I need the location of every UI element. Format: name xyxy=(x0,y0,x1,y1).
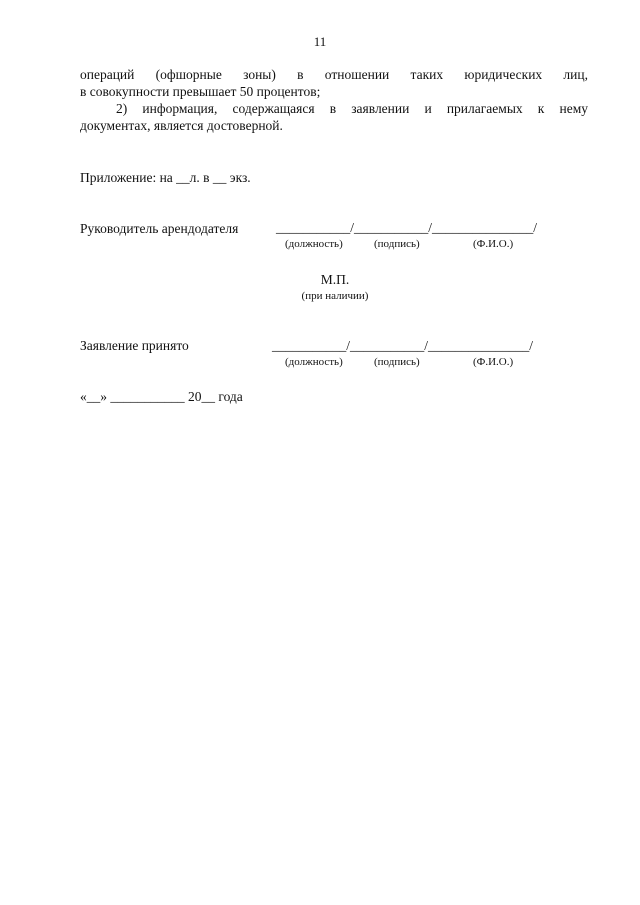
accepted-position-caption: (должность) xyxy=(285,356,343,368)
paragraph-line: в совокупности превышает 50 процентов; xyxy=(80,84,321,99)
paragraph-line: 2) информация, содержащаяся в заявлении и прилагаемых к нему xyxy=(116,101,588,116)
accepted-signature-line: ___________/___________/_______________/ xyxy=(272,338,534,353)
paragraph-line: документах, является достоверной. xyxy=(80,118,283,133)
accepted-name-caption: (Ф.И.О.) xyxy=(473,356,514,368)
head-name-caption: (Ф.И.О.) xyxy=(473,238,514,250)
head-signature-caption: (подпись) xyxy=(374,238,420,250)
head-signature-line: ___________/___________/_______________/ xyxy=(276,220,538,235)
page-number: 11 xyxy=(313,34,327,49)
head-signature-label: Руководитель арендодателя xyxy=(80,221,239,236)
attachment-line: Приложение: на __л. в __ экз. xyxy=(80,170,251,185)
stamp-label: М.П. xyxy=(320,272,350,287)
date-line: «__» ___________ 20__ года xyxy=(80,389,243,404)
paragraph-line: операций (офшорные зоны) в отношении таких юридических лиц, xyxy=(80,67,588,82)
accepted-label: Заявление принято xyxy=(80,338,189,353)
stamp-note: (при наличии) xyxy=(301,290,369,302)
head-position-caption: (должность) xyxy=(285,238,343,250)
accepted-signature-caption: (подпись) xyxy=(374,356,420,368)
